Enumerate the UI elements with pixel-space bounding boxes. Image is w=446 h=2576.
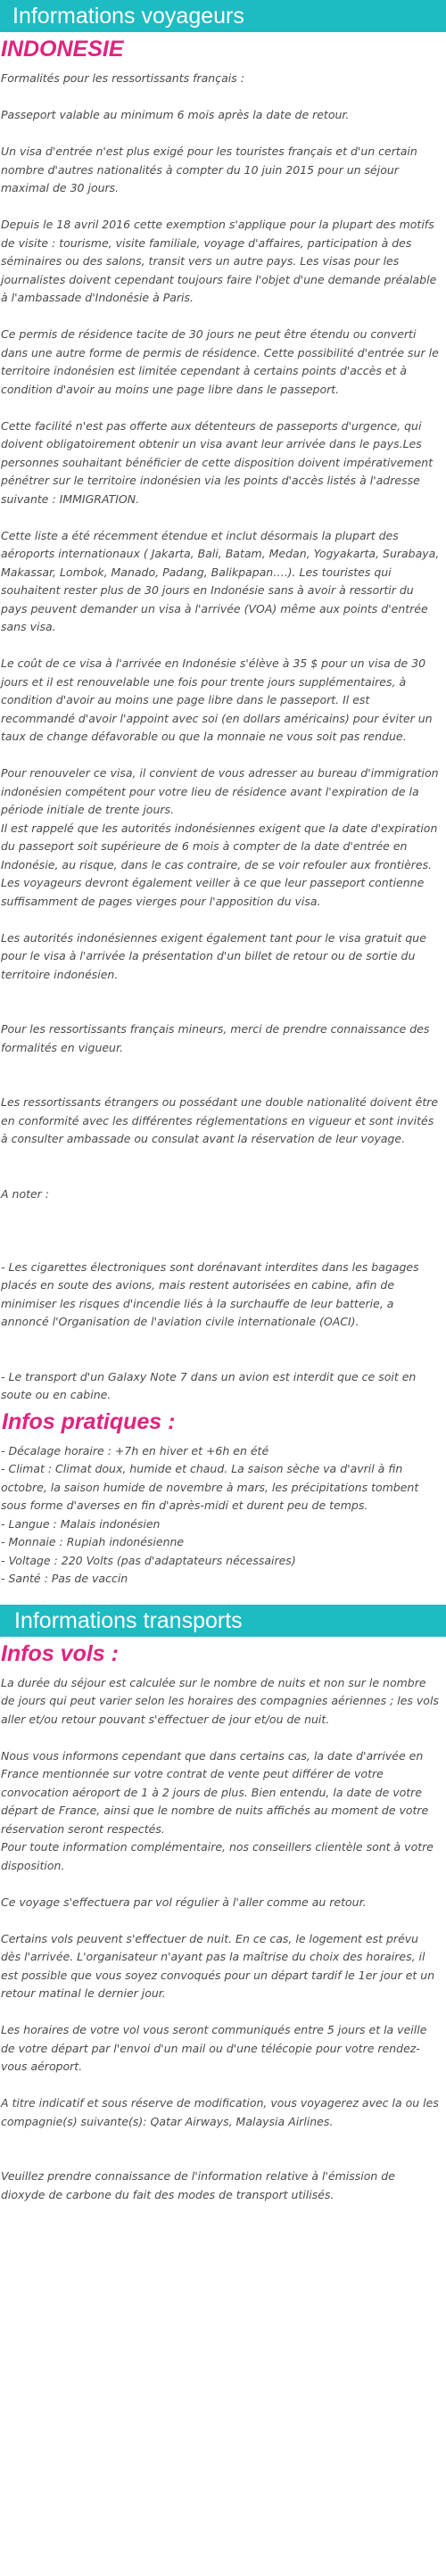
regular-flight: Ce voyage s'effectuera par vol régulier à l'aller comme au retour. bbox=[1, 1895, 367, 1909]
practical-timezone: - Décalage horaire : +7h en hiver et +6h en été bbox=[1, 1443, 269, 1457]
practical-climate: - Climat : Climat doux, humide et chaud. La saison sèche va d'avril à fin octobre, la saison humide de novembre à mars, les précipitations tombent sous forme d'averses en fin d'après-midi et durent peu de temps. bbox=[1, 1462, 419, 1512]
flights-title: Infos vols : bbox=[1, 1640, 119, 1666]
airlines: A titre indicatif et sous réserve de modification, vous voyagerez avec la ou les compagnie(s) suivante(s): Qatar Airways, Malaysia Airlines. bbox=[1, 2096, 439, 2128]
practical-currency: - Monnaie : Rupiah indonésienne bbox=[1, 1535, 185, 1548]
flight-schedule: Les horaires de votre vol vous seront communiqués entre 5 jours et la veille de votre départ par l'envoi d'un mail ou d'une télécopie pour votre rendez-vous aéroport. bbox=[1, 2023, 427, 2073]
practical-health: - Santé : Pas de vaccin bbox=[1, 1572, 128, 1585]
practical-title: Infos pratiques : bbox=[2, 1408, 176, 1434]
section-banner-transport: Informations transports bbox=[0, 1605, 446, 1637]
visa-renewal: Pour renouveler ce visa, il convient de vous adresser au bureau d'immigration indonésien compétent pour votre lieu de résidence avant l'expiration de la période initiale de trente jours. bbox=[1, 766, 439, 816]
co2-info: Veuillez prendre connaissance de l'information relative à l'émission de dioxyde de carbone du fait des modes de transport utilisés. bbox=[1, 2169, 395, 2201]
visa-exemption: Un visa d'entrée n'est plus exigé pour les touristes français et d'un certain nombre d'autres nationalités à compter du 10 juin 2015 pour un séjour maximal de 30 jours. bbox=[1, 144, 417, 194]
note-cigarettes: - Les cigarettes électroniques sont dorénavant interdites dans les bagages placés en soute des avions, mais restent autorisées en cabine, afin de minimiser les risques d'incendie liés à la surchauffe de leur batterie, a annoncé l'Organisation de l'aviation civile internationale (OACI). bbox=[1, 1259, 419, 1328]
note-galaxy: - Le transport d'un Galaxy Note 7 dans un avion est interdit que ce soit en soute ou en cabine. bbox=[1, 1369, 417, 1401]
passport-expiry-rule: Il est rappelé que les autorités indonésiennes exigent que la date d'expiration du passeport soit supérieure de 6 mois à compter de la date d'entrée en Indonésie, au risque, dans le cas contraire, de se voir refouler aux frontières. Les voyageurs devront également veiller à ce que leur passeport contienne suffisamment de pages vierges pour l'apposition du visa. bbox=[1, 821, 438, 908]
night-flights: Certains vols peuvent s'effectuer de nuit. En ce cas, le logement est prévu dès l'arrivée. L'organisateur n'ayant pas la maîtrise du choix des horaires, il est possible que vous soyez convoqués pour un départ tardif le 1er jour et un retour matinal le dernier jour. bbox=[1, 1931, 435, 2000]
foreign-nationals: Les ressortissants étrangers ou possédant une double nationalité doivent être en conformité avec les différentes réglementations en vigueur et sont invités à consulter ambassade ou consulat avant la réservation de leur voyage. bbox=[1, 1095, 439, 1145]
travelers-content bbox=[0, 70, 446, 1589]
minors-formalities: Pour les ressortissants français mineurs, merci de prendre connaissance des formalités en vigueur. bbox=[1, 1022, 430, 1054]
section-banner-travelers: Informations voyageurs bbox=[0, 0, 446, 32]
transport-content bbox=[0, 1674, 446, 2205]
practical-voltage: - Voltage : 220 Volts (pas d'adaptateurs nécessaires) bbox=[1, 1553, 296, 1567]
passport-validity: Passeport valable au minimum 6 mois après la date de retour. bbox=[1, 108, 350, 121]
return-ticket: Les autorités indonésiennes exigent également tant pour le visa gratuit que pour le visa à l'arrivée la présentation d'un billet de retour ou de sortie du territoire indonésien. bbox=[1, 930, 426, 981]
airport-list: Cette liste a été récemment étendue et inclut désormais la plupart des aéroports internationaux ( Jakarta, Bali, Batam, Medan, Yogyakarta, Surabaya, Makassar, Lombok, Manado, Padang, Balikpapan….). Les touristes qui souhaitent rester plus de 30 jours en Indonésie sans à avoir à ressortir du pays peuvent demander un visa à l'arrivée (VOA) même aux points d'entrée sans visa. bbox=[1, 528, 440, 633]
formalities-heading: Formalités pour les ressortissants français : bbox=[1, 71, 244, 85]
arrival-date-info: Nous vous informons cependant que dans certains cas, la date d'arrivée en France mentionnée sur votre contrat de vente peut différer de votre convocation aéroport de 1 à 2 jours de plus. Bien entendu, la date de votre départ de France, ainsi que le nombre de nuits affichés au moment de votre réservation seront respectés. Pour toute information complémentaire, nos conseillers clientèle sont à votre disposition. bbox=[1, 1748, 434, 1872]
stay-duration: La durée du séjour est calculée sur le nombre de nuits et non sur le nombre de jours qui peut varier selon les horaires des compagnies aériennes ; les vols aller et/ou retour pouvant s'effectuer de jour et/ou de nuit. bbox=[1, 1675, 439, 1726]
note-label: A noter : bbox=[1, 1186, 50, 1201]
residence-permit: Ce permis de résidence tacite de 30 jours ne peut être étendu ou converti dans une autre forme de permis de résidence. Cette possibilité d'entrée sur le territoire indonésien est limitée cependant à certains points d'accès et à condition d'avoir au moins une page libre dans le passeport. bbox=[1, 327, 439, 396]
visa-exemption-scope: Depuis le 18 avril 2016 cette exemption s'applique pour la plupart des motifs de visite : tourisme, visite familiale, voyage d'affaires, participation à des séminaires ou des salons, transit vers un autre pays. Les visas pour les journalistes doivent cependant toujours faire l'objet d'une demande préalable à l'ambassade d'Indonésie à Paris. bbox=[1, 218, 437, 304]
country-title: INDONESIE bbox=[1, 37, 124, 62]
visa-cost: Le coût de ce visa à l'arrivée en Indonésie s'élève à 35 $ pour un visa de 30 jours et il est renouvelable une fois pour trente jours supplémentaires, à condition d'avoir au moins une page libre dans le passeport. Il est recommandé d'avoir l'appoint avec soi (en dollars américains) pour éviter un taux de change défavorable ou que la monnaie ne vous soit pas rendue. bbox=[1, 656, 433, 743]
practical-language: - Langue : Malais indonésien bbox=[1, 1516, 161, 1531]
emergency-passport: Cette facilité n'est pas offerte aux détenteurs de passeports d'urgence, qui doivent obligatoirement obtenir un visa avant leur arrivée dans le pays.Les personnes souhaitant bénéficier de cette disposition doivent impérativement pénétrer sur le territoire indonésien via les points d'accès listés à l'adresse suivante : IMMIGRATION. bbox=[1, 418, 434, 506]
